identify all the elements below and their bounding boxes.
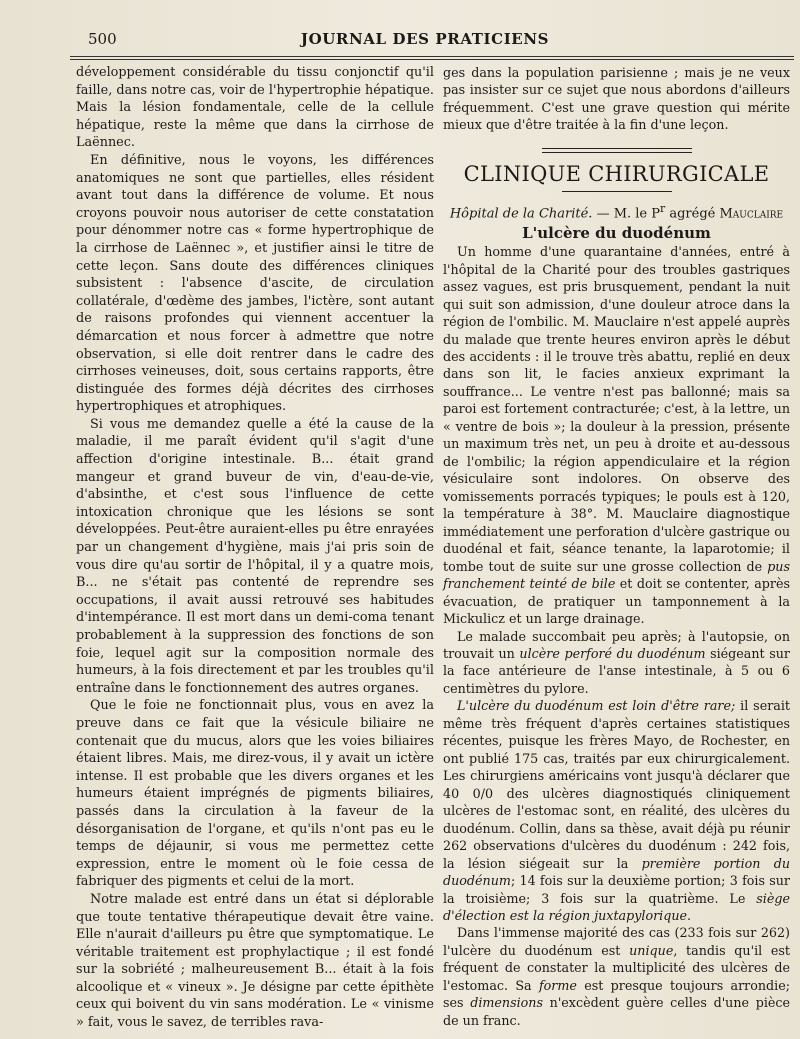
- article-paragraph-4: [443, 924, 790, 1029]
- byline-superscript: r: [660, 201, 666, 215]
- left-paragraph-3: Si vous me demandez quelle a été la cause de la maladie, il me paraît évident qu'il s'agit d'une affection d'origine intestinale. B... était grand mangeur et grand buveur de vin, d'eau-de-vie, d'absinthe, et c'est sous l'influence de cette intoxication chronique que les lésions se sont développées. Peut-être auraient-elles pu être enrayées par un changement d'hygiène, mais j'ai pris soin de vous dire qu'au sortir de l'hôpital, il y a quatre mois, B... ne s'était pas contenté de reprendre ses occupations, il avait aussi retrouvé ses habitudes d'intempérance. Il est mort dans un demi-coma tenant probablement à la suppression des fonctions de son foie, lequel agit sur la composition normale des humeurs, à la fois directement et par les troubles qu'il entraîne dans le fonctionnement des autres organes.: [76, 416, 434, 696]
- p3-italic2: première portion du duodénum: [443, 855, 790, 889]
- p1-italic: pus franchement teinté de bile: [443, 558, 790, 592]
- page-header: [60, 30, 790, 52]
- article-title: L'ulcère du duodénum: [522, 224, 711, 243]
- page-number: 500: [88, 30, 117, 48]
- section-rule-top: [542, 148, 692, 153]
- p4-italic: unique: [629, 942, 674, 958]
- left-paragraph-4: Que le foie ne fonctionnait plus, vous en avez la preuve dans ce fait que la vésicule biliaire ne contenait que du mucus, alors que les voies biliaires étaient libres. Mais, me direz-vous, il y avait un ictère intense. Il est probable que les divers organes et les humeurs étaient imprégnés de pigments biliaires, passés dans la circulation à la faveur de la désorganisation de l'organe, et qu'ils n'ont pas eu le temps de déjaunir, si vous me permettez cette expression, entre le moment où le foie cessa de fabriquer des pigments et celui de la mort.: [76, 698, 434, 890]
- p1-end: et doit se contenter, après évacuation, de pratiquer un tamponnement à la Mickulicz et un large drainage.: [443, 576, 790, 627]
- byline-hospital: Hôpital de la Charité.: [449, 206, 593, 222]
- p3-italic3: siège d'élection est la région juxtapylorique.: [443, 890, 790, 924]
- left-column: [76, 64, 434, 1032]
- byline-role: agrégé: [665, 206, 720, 222]
- section-title: CLINIQUE CHIRURGICALE: [463, 161, 770, 186]
- p3-italic: L'ulcère du duodénum est loin d'être rare;: [457, 698, 736, 714]
- p4-d: n'excèdent guère celles d'une pièce de un franc.: [443, 995, 790, 1028]
- p2-end: siégeant sur la face antérieure de l'anse intestinale, à 5 ou 6 centimètres du pylore.: [443, 645, 790, 696]
- article-paragraph-2: [443, 628, 790, 698]
- header-rule: [70, 56, 794, 60]
- p4-a: Dans l'immense majorité des cas (233 fois sur 262) l'ulcère du duodénum est: [443, 925, 790, 958]
- p2-italic: ulcère perforé du duodénum: [519, 645, 706, 661]
- p4-italic3: dimensions: [470, 995, 543, 1011]
- p4-b: , tandis qu'il est fréquent de constater la multiplicité des ulcères de l'estomac. Sa: [443, 942, 791, 993]
- left-paragraph-2: En définitive, nous le voyons, les différences anatomiques ne sont que partielles, elles résident avant tout dans la différence de volume. Et nous croyons pouvoir nous autoriser de cette constatation pour dénommer notre cas « forme hypertrophique de la cirrhose de Laënnec », et justifier ainsi le titre de cette leçon. Sans doute des différences cliniques subsistent : l'absence d'ascite, de circulation collatérale, d'œdème des jambes, l'ictère, sont autant de raisons profondes qui viennent accentuer la démarcation et nous forcer à admettre que notre observation, si elle doit rentrer dans le cadre des cirrhoses veineuses, doit, sous certains rapports, être distinguée des formes déjà décrites des cirrhoses hypertrophiques et atrophiques.: [76, 152, 434, 415]
- article-paragraph-3: [443, 697, 790, 924]
- byline-dash: — M. le P: [592, 206, 661, 222]
- section-rule-bottom: [562, 191, 672, 192]
- journal-title: JOURNAL DES PRATICIENS: [300, 30, 550, 48]
- left-paragraph-1: développement considérable du tissu conjonctif qu'il faille, dans notre cas, voir de l'hypertrophie hépatique. Mais la lésion fondamentale, celle de la cellule hépatique, reste la même que dans la cirrhose de Laënnec.: [76, 65, 434, 151]
- p4-c: est presque toujours arrondie; ses: [443, 977, 790, 1011]
- left-paragraph-5: Notre malade est entré dans un état si déplorable que toute tentative thérapeutique devait être vaine. Elle n'aurait d'ailleurs pu être que symptomatique. Le véritable traitement est prophylactique ; il est fondé sur la sobriété ; malheureusement B... était à la fois alcoolique et « vineux ». Je désigne par cette épithète ceux qui boivent du vin sans modération. Le « vinisme » fait, vous le savez, de terribles rava-: [76, 891, 434, 1031]
- p2-start: Le malade succombait peu après; à l'autopsie, on trouvait un: [443, 628, 790, 661]
- p3-a: il serait même très fréquent d'après certaines statistiques récentes, puisque les frères Mayo, de Rochester, en ont publié 175 cas, traités par eux chirurgicalement. Les chirurgiens américains vont jusqu'à déclarer que 40 0/0 des ulcères diagnostiqués cliniquement ulcères de l'estomac sont, en réalité, des ulcères du duodénum. Collin, dans sa thèse, avait déjà pu réunir 262 observations d'ulcères du duodénum : 242 fois, la lésion siégeait sur la: [443, 698, 790, 871]
- right-continuation-paragraph: ges dans la population parisienne ; mais je ne veux pas insister sur ce sujet que nous abordons d'ailleurs fréquemment. C'est une grave question qui mérite mieux que d'être traitée à la fin d'une leçon.: [443, 65, 790, 133]
- article-byline: [443, 200, 790, 223]
- byline-surgeon: Mauclaire: [719, 206, 784, 222]
- p1-text: Un homme d'une quarantaine d'années, entré à l'hôpital de la Charité pour des troubles gastriques assez vagues, est pris brusquement, pendant la nuit qui suit son admission, d'une douleur atroce dans la région de l'ombilic. M. Mauclaire n'est appelé auprès du malade que trente heures environ après le début des accidents : il le trouve très abattu, replié en deux dans son lit, le facies anxieux exprimant la souffrance... Le ventre n'est pas ballonné; mais sa paroi est fortement contracturée; c'est, à la lettre, un « ventre de bois »; la douleur à la pression, présente un maximum très net, un peu à droite et au-dessous de l'ombilic; la région appendiculaire et la région vésiculaire sont indolores. On observe des vomissements porracés typiques; le pouls est à 120, la température à 38°. M. Mauclaire diagnostique immédiatement une perforation d'ulcère gastrique ou duodénal et fait, séance tenante, la laparotomie; il tombe tout de suite sur une grosse collection de: [443, 244, 790, 574]
- article-paragraph-1: [443, 243, 790, 627]
- p4-italic2: forme: [538, 977, 577, 993]
- right-column: [443, 64, 790, 1029]
- p3-b: ; 14 fois sur la deuxième portion; 3 fois sur la troisième; 3 fois sur la quatrième. Le: [443, 873, 790, 906]
